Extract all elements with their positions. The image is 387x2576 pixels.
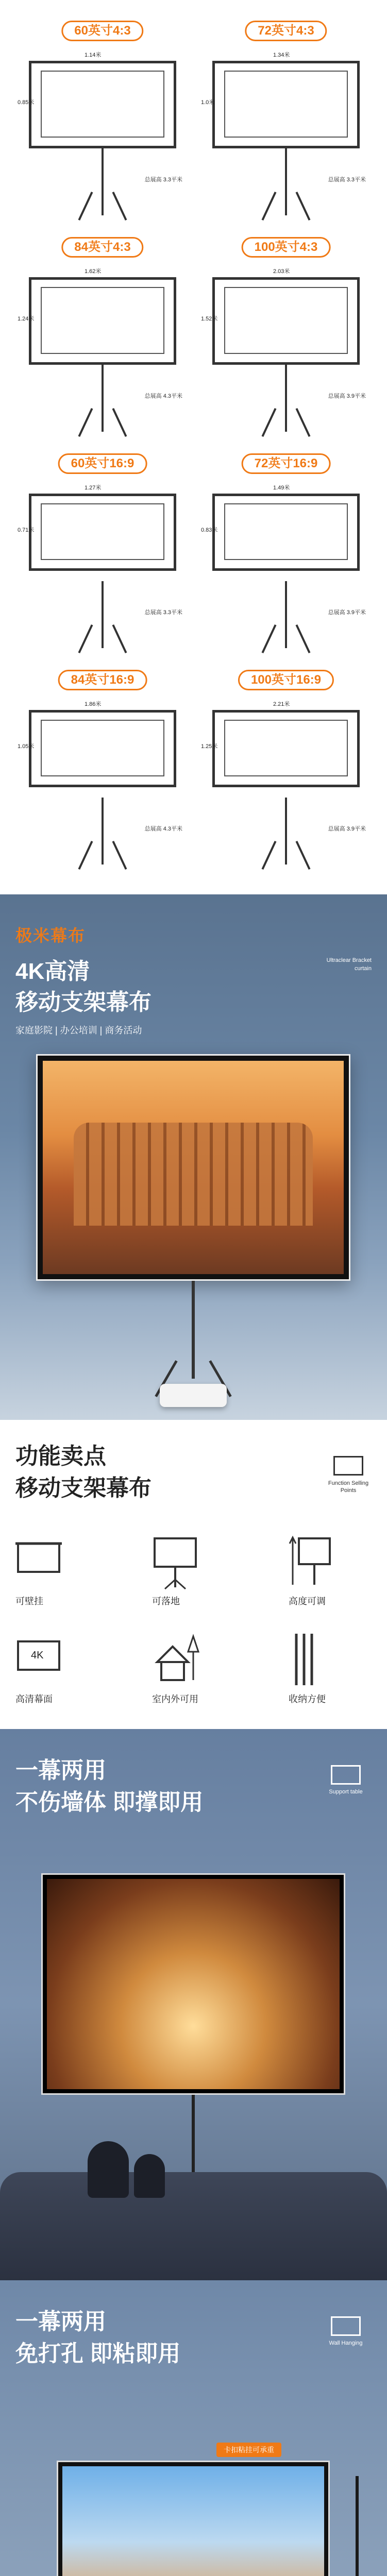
features-title-line1: 功能卖点 (15, 1444, 106, 1469)
feature-item (289, 1533, 381, 1607)
tripod-pole (285, 148, 287, 215)
tripod-pole (285, 798, 287, 865)
s4-english-text: Support table (329, 1789, 363, 1795)
tripod-leg (112, 408, 127, 437)
height-label: 0.83米 (201, 527, 218, 533)
colosseum-image (43, 1061, 344, 1274)
size-card (201, 453, 371, 654)
height-adjust-icon (289, 1533, 381, 1590)
features-section (0, 1420, 387, 1729)
screen-icon (331, 1765, 361, 1785)
projector-image (160, 1384, 227, 1407)
tripod-leg (296, 841, 311, 870)
wall-hang-icon (15, 1533, 108, 1590)
size-badge: 60英寸4:3 (61, 21, 143, 41)
hero-title-line1: 4K高清 (15, 959, 90, 984)
tripod-leg (296, 192, 311, 221)
tripod-leg (296, 408, 311, 437)
hero-title-line2: 移动支架幕布 (15, 990, 152, 1015)
total-height: 总展高 3.3平米 (144, 609, 182, 616)
total-height: 总展高 3.9平米 (328, 609, 366, 616)
s4-english (320, 1765, 372, 1795)
sofa-image (0, 2172, 387, 2280)
features-title-line2: 移动支架幕布 (15, 1476, 152, 1501)
feature-label: 高度可调 (289, 1596, 326, 1606)
tripod-pole (102, 148, 104, 215)
feature-item (15, 1533, 108, 1607)
hero-screen (36, 1054, 350, 1281)
screen-diagram (212, 494, 360, 571)
total-height: 总展高 3.9平米 (328, 393, 366, 399)
size-badge: 72英寸4:3 (245, 21, 327, 41)
tripod-leg (78, 624, 93, 653)
total-height: 总展高 3.9平米 (328, 826, 366, 832)
total-height: 总展高 4.3平米 (144, 393, 182, 399)
tripod-leg (262, 624, 277, 653)
tripod-leg (262, 408, 277, 437)
s4-screen (41, 1873, 345, 2095)
s4-title (15, 1755, 203, 1819)
hero-english: Ultraclear Bracket curtain (326, 957, 372, 972)
tripod-leg (112, 624, 127, 653)
screen-diagram (29, 710, 176, 787)
height-label: 1.05米 (18, 743, 35, 750)
size-badge: 100英寸16:9 (238, 670, 334, 690)
tripod-pole (192, 1281, 195, 1379)
feature-label: 高清幕面 (15, 1694, 53, 1704)
size-card (18, 21, 188, 222)
person-silhouette (134, 2154, 165, 2198)
width-label: 2.03米 (273, 268, 290, 275)
feature-tag: 卡扣粘挂可承重 (216, 2443, 281, 2457)
width-label: 1.62米 (85, 268, 102, 275)
feature-label: 室内外可用 (152, 1694, 198, 1704)
size-badge: 100英寸4:3 (242, 237, 331, 258)
width-label: 1.27米 (85, 485, 102, 491)
s5-english-text: Wall Hanging (329, 2340, 363, 2346)
size-chart-section (0, 0, 387, 894)
size-card (18, 453, 188, 654)
tripod-leg (78, 192, 93, 221)
screen-diagram (29, 61, 176, 148)
width-label: 2.21米 (273, 701, 290, 707)
tripod-pole (102, 365, 104, 432)
feature-item (152, 1533, 245, 1607)
screen-icon (331, 2316, 361, 2336)
tripod-leg (262, 841, 277, 870)
s5-screen (57, 2461, 330, 2576)
dual-use-wall-section (0, 2280, 387, 2576)
cathedral-image (47, 1879, 340, 2089)
tripod-pole (285, 365, 287, 432)
features-english-text: Function Selling Points (328, 1480, 369, 1494)
width-label: 1.49米 (273, 485, 290, 491)
screen-diagram (212, 277, 360, 365)
tripod-leg (262, 192, 277, 221)
brand-logo: 极米幕布 (15, 926, 86, 945)
width-label: 1.86米 (85, 701, 102, 707)
feature-label: 可落地 (152, 1596, 180, 1606)
total-height: 总展高 4.3平米 (144, 826, 182, 832)
indoor-outdoor-icon (152, 1631, 245, 1688)
s5-english (320, 2316, 372, 2346)
tripod-leg (78, 408, 93, 437)
town-image (62, 2466, 324, 2576)
screen-diagram (29, 277, 176, 365)
feature-item (289, 1631, 381, 1705)
tripod-leg (112, 841, 127, 870)
height-label: 0.85米 (18, 99, 35, 106)
size-badge: 72英寸16:9 (242, 453, 331, 474)
total-height: 总展高 3.3平米 (144, 177, 182, 183)
person-silhouette (88, 2141, 129, 2198)
feature-item (15, 1631, 108, 1705)
size-badge: 84英寸16:9 (58, 670, 147, 690)
s5-title (15, 2306, 180, 2370)
s4-title-line1: 一幕两用 (15, 1758, 106, 1783)
stand-pole (356, 2476, 359, 2576)
hero-title (15, 956, 152, 1018)
size-card (201, 237, 371, 438)
4k-icon (15, 1631, 108, 1688)
size-card (201, 21, 371, 222)
feature-label: 可壁挂 (15, 1596, 43, 1606)
screen-diagram (212, 710, 360, 787)
size-card (18, 670, 188, 871)
features-title (15, 1440, 152, 1504)
tripod-pole (285, 581, 287, 648)
s5-title-line2: 免打孔 即粘即用 (15, 2341, 181, 2366)
hero-subtitle: 家庭影院 | 办公培训 | 商务活动 (15, 1025, 142, 1036)
s5-title-line1: 一幕两用 (15, 2309, 106, 2334)
storage-icon (289, 1631, 381, 1688)
4k-icon-text: 4K (31, 1650, 44, 1661)
s4-title-line2: 不伤墙体 即撑即用 (15, 1790, 204, 1815)
screen-diagram (212, 61, 360, 148)
size-badge: 84英寸4:3 (61, 237, 143, 258)
size-badge: 60英寸16:9 (58, 453, 147, 474)
total-height: 总展高 3.3平米 (328, 177, 366, 183)
tripod-leg (296, 624, 311, 653)
height-label: 1.24米 (18, 316, 35, 322)
height-label: 1.25米 (201, 743, 218, 750)
screen-diagram (29, 494, 176, 571)
tripod-pole (102, 798, 104, 865)
tripod-pole (102, 581, 104, 648)
floor-stand-icon (152, 1533, 245, 1590)
height-label: 1.0米 (201, 99, 215, 106)
features-english (325, 1456, 372, 1494)
tripod-leg (78, 841, 93, 870)
width-label: 1.14米 (85, 52, 102, 58)
hero-section (0, 894, 387, 1420)
size-card (201, 670, 371, 871)
feature-item (152, 1631, 245, 1705)
height-label: 1.52米 (201, 316, 218, 322)
tripod-leg (112, 192, 127, 221)
size-card (18, 237, 188, 438)
screen-icon (333, 1456, 363, 1476)
width-label: 1.34米 (273, 52, 290, 58)
dual-use-support-section (0, 1729, 387, 2280)
feature-label: 收纳方便 (289, 1694, 326, 1704)
height-label: 0.71米 (18, 527, 35, 533)
